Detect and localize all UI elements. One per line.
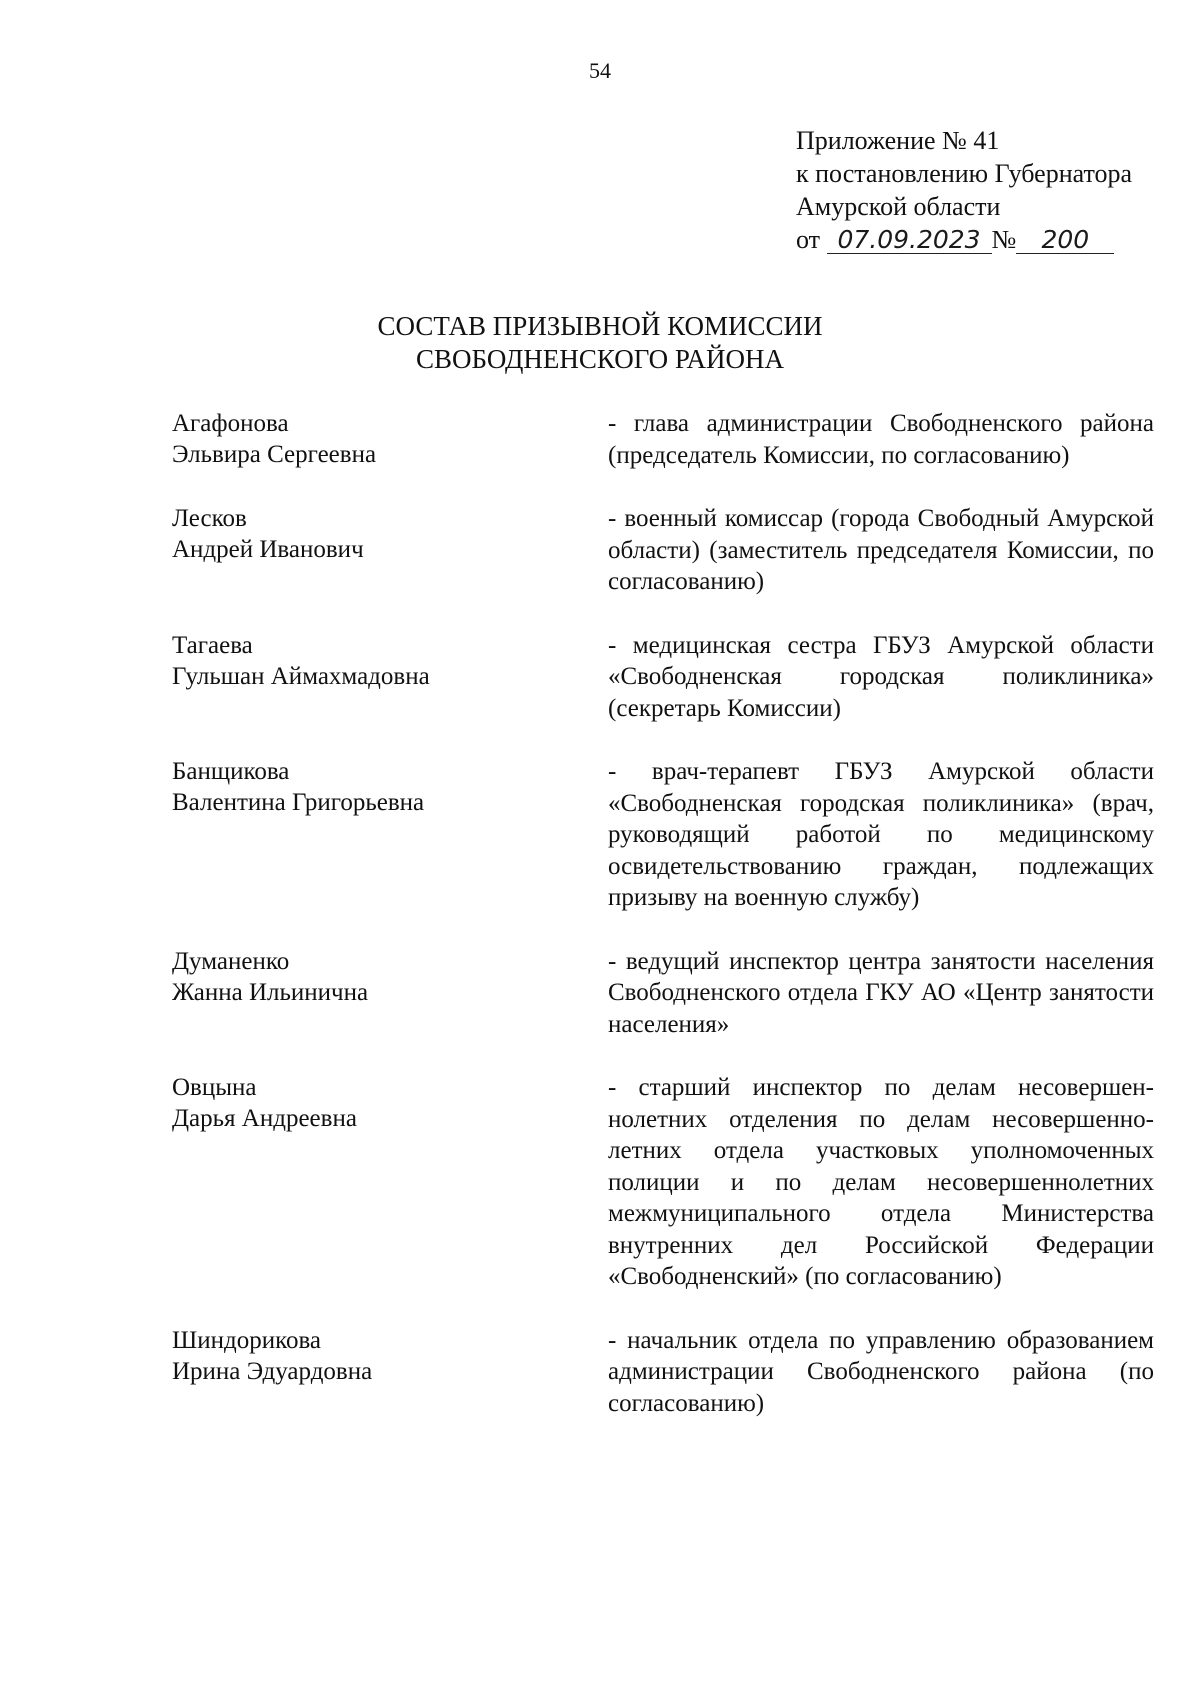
member-surname: Думаненко (172, 947, 290, 975)
member-name (172, 503, 608, 598)
member-name (172, 630, 608, 725)
member-entry (172, 946, 1154, 1041)
appendix-number: Приложение № 41 (796, 126, 1000, 155)
member-name (172, 1072, 608, 1293)
member-role: - медицинская сестра ГБУЗ Амурской области «Свободненская городская поликлиника» (секретарь Комиссии) (608, 631, 1154, 722)
appendix-date-line (796, 223, 1132, 256)
member-surname: Овцына (172, 1074, 257, 1101)
member-given-name: Жанна Ильинична (172, 978, 369, 1006)
member-given-name: Гульшан Аймахмадовна (172, 662, 430, 690)
title-line-1: СОСТАВ ПРИЗЫВНОЙ КОМИССИИ (377, 311, 823, 341)
page-number: 54 (589, 58, 611, 83)
appendix-header (796, 124, 1132, 256)
member-name (172, 1325, 608, 1420)
member-role: - врач-терапевт ГБУЗ Амурской области «Свободненская городская поликлиника» (врач, руководящий работой по медицинскому освидетельствованию граждан, подлежащих призыву на военную службу) (608, 758, 1154, 911)
title-line-2: СВОБОДНЕНСКОГО РАЙОНА (416, 344, 784, 374)
member-surname: Лесков (172, 505, 247, 532)
member-given-name: Эльвира Сергеевна (172, 441, 377, 468)
member-given-name: Ирина Эдуардовна (172, 1357, 373, 1385)
member-entry (172, 630, 1154, 725)
from-prefix: от (796, 225, 821, 254)
member-name (172, 408, 608, 471)
handwritten-number: 200 (1016, 227, 1114, 254)
member-entry (172, 756, 1154, 914)
member-entry (172, 503, 1154, 598)
member-role: - начальник отдела по управлению образованием администрации Свободненского района (по согласованию) (608, 1326, 1154, 1417)
members-list (172, 408, 1154, 1451)
member-given-name: Валентина Григорьевна (172, 789, 425, 816)
appendix-region: Амурской области (796, 192, 1001, 221)
member-name (172, 946, 608, 1041)
member-entry (172, 408, 1154, 471)
member-entry (172, 1325, 1154, 1420)
member-role: - ведущий инспектор центра занятости населения Свободненского отдела ГКУ АО «Центр занятости населения» (608, 947, 1154, 1038)
document-title (0, 310, 1200, 376)
member-role: - глава администрации Свободненского района (председатель Комиссии, по согласованию) (608, 410, 1154, 469)
member-given-name: Андрей Иванович (172, 536, 364, 563)
appendix-reference: к постановлению Губернатора (796, 159, 1133, 188)
member-role: - военный комиссар (города Свободный Амурской области) (заместитель председателя Комиссии, по согласованию) (608, 505, 1154, 595)
member-entry (172, 1072, 1154, 1293)
member-surname: Тагаева (172, 631, 253, 659)
member-given-name: Дарья Андреевна (172, 1105, 357, 1132)
handwritten-date: 07.09.2023 (827, 227, 992, 254)
member-surname: Банщикова (172, 758, 290, 785)
member-name (172, 756, 608, 914)
number-prefix: № (991, 225, 1017, 254)
member-surname: Шиндорикова (172, 1326, 322, 1354)
member-role: - старший инспектор по делам несовершеннолетних отделения по делам несовершеннолетних отдела участковых уполномоченных полиции и по делам несовершеннолетних межмуниципального отдела Министерства внутренних дел Российской Федерации «Свободненский» (по согласованию) (608, 1074, 1154, 1290)
member-surname: Агафонова (172, 410, 289, 437)
